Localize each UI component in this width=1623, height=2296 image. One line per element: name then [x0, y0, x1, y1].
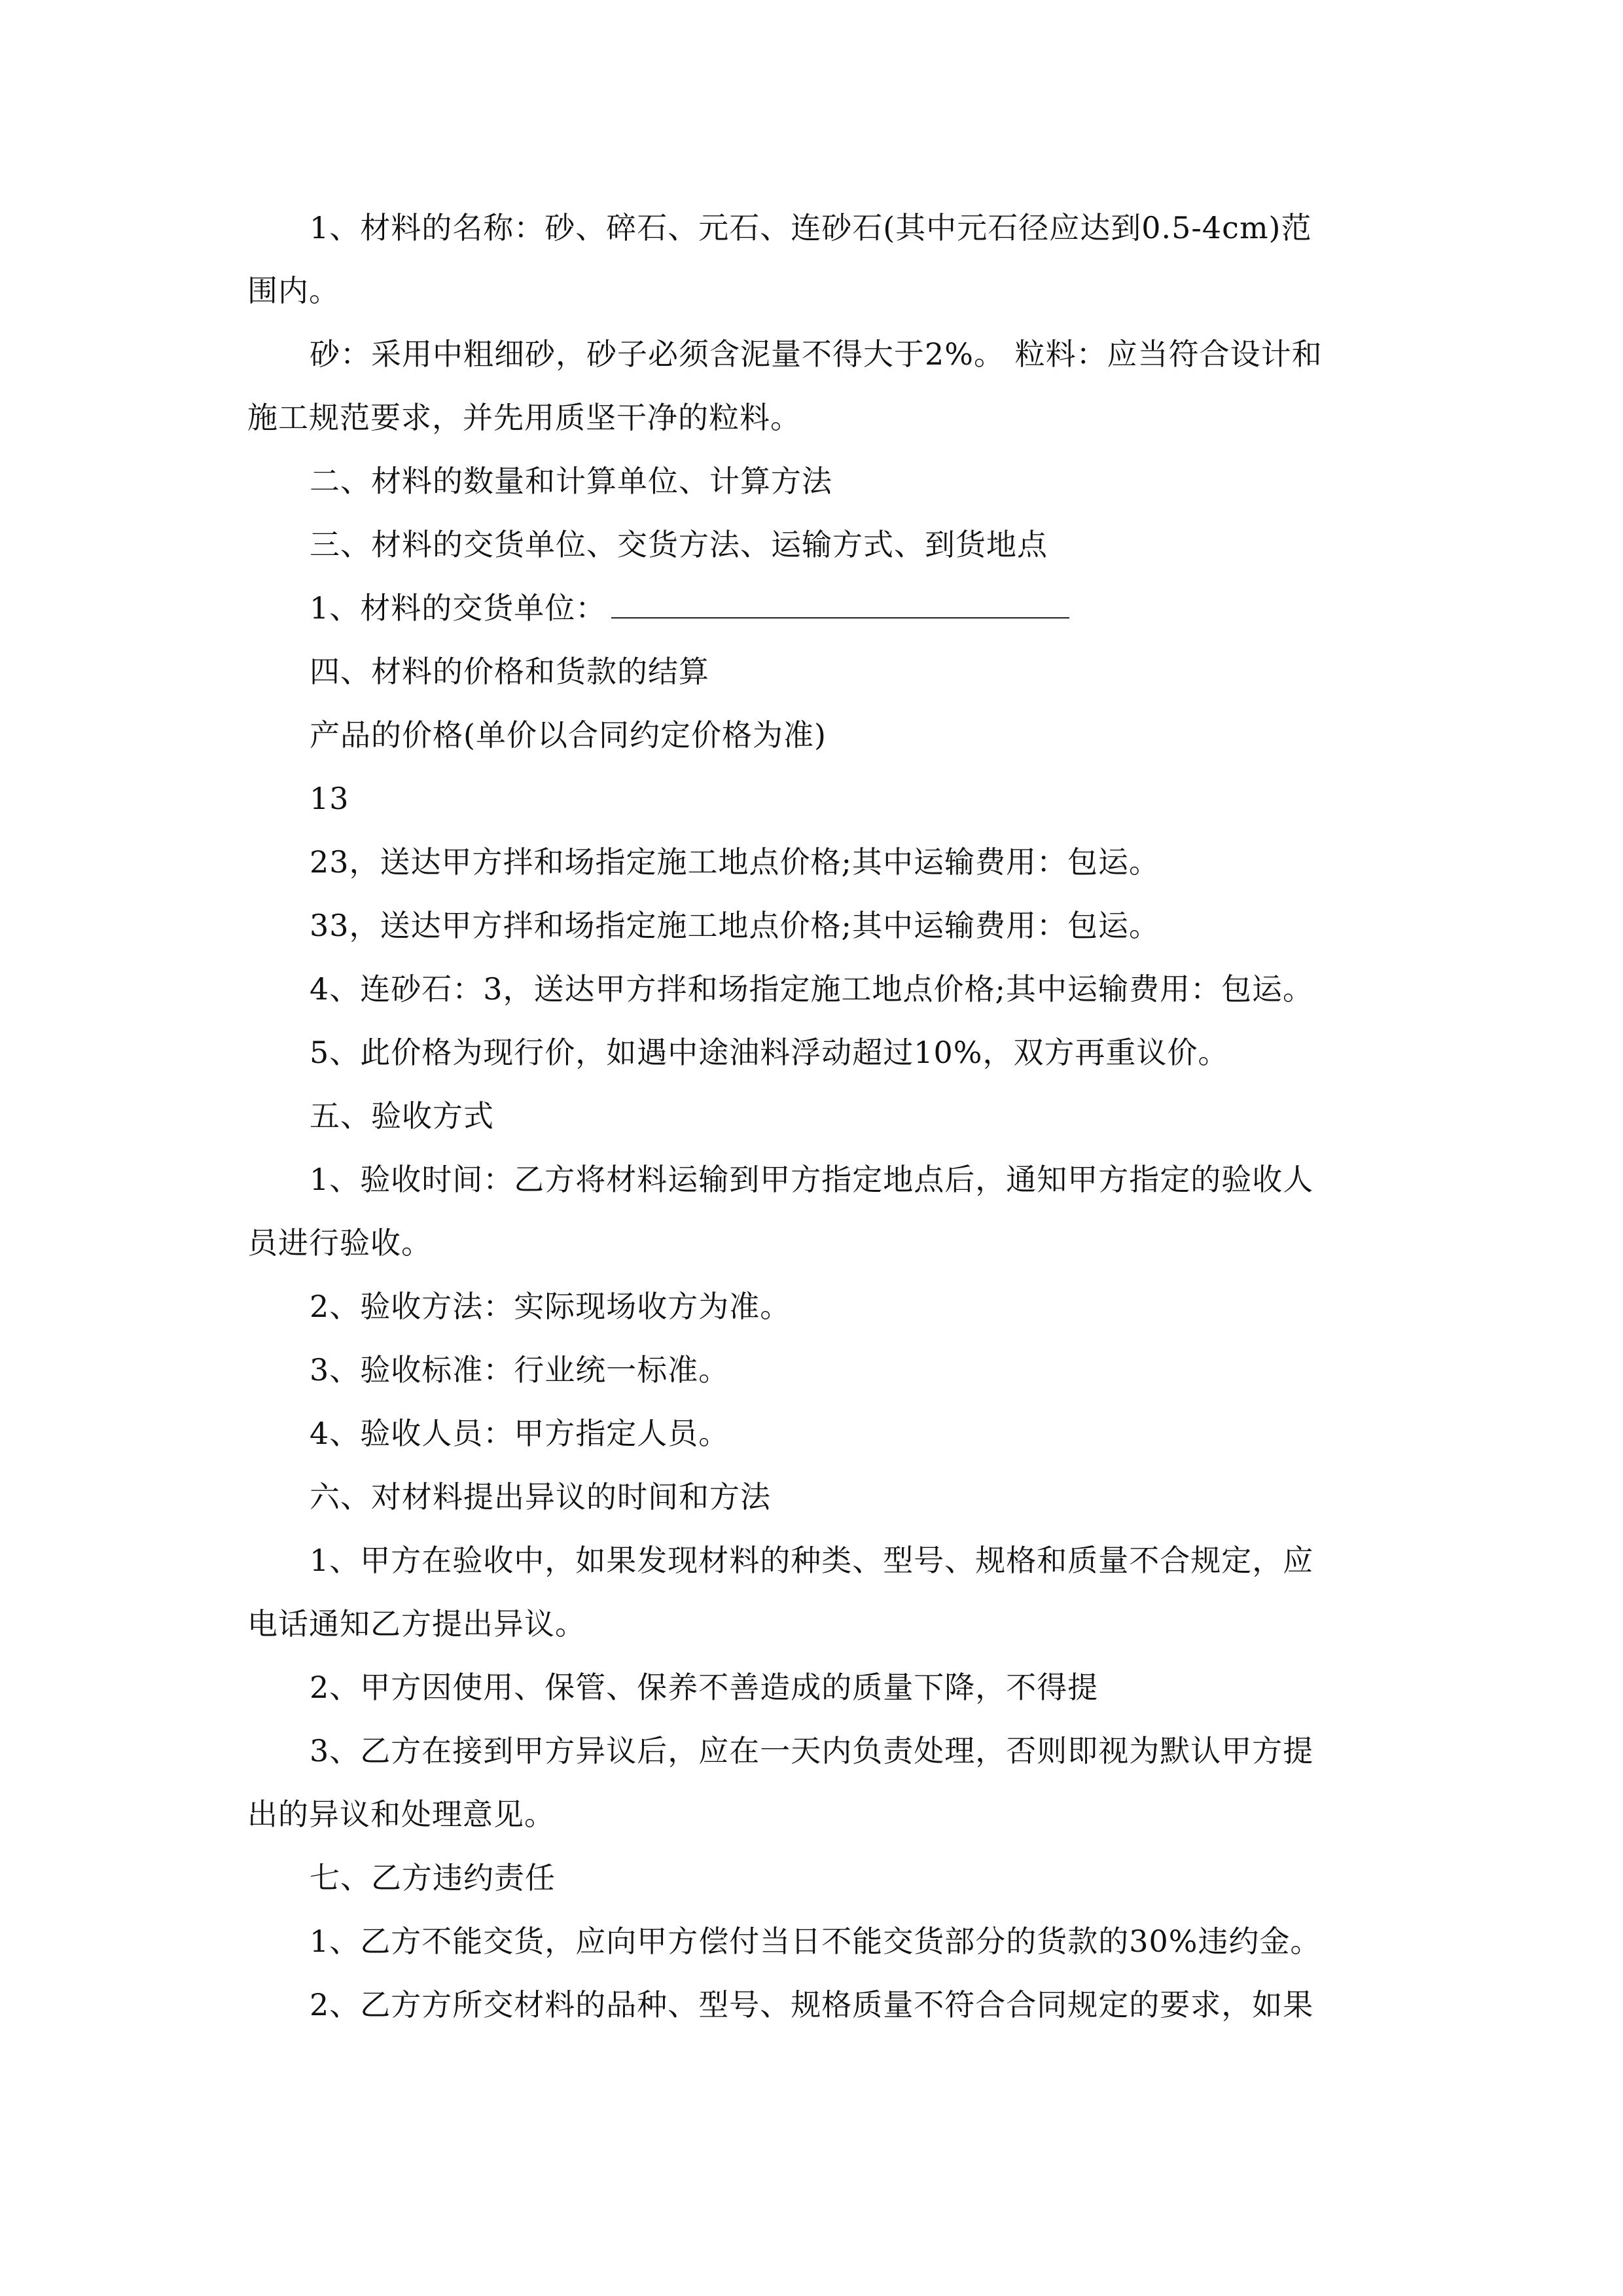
para-price-item-5: 5、此价格为现行价，如遇中途油料浮动超过10%，双方再重议价。 [310, 1035, 1229, 1070]
para-material-name-line-1: 1、材料的名称：砂、碎石、元石、连砂石(其中元石径应达到0.5-4cm)范 [310, 210, 1312, 245]
para-liability-2: 2、乙方方所交材料的品种、型号、规格质量不符合合同规定的要求，如果 [310, 1987, 1314, 2022]
heading-section-5: 五、验收方式 [310, 1098, 494, 1134]
delivery-unit-blank [611, 591, 1069, 619]
para-objection-3-line-2: 出的异议和处理意见。 [247, 1797, 555, 1832]
para-sand-line-1: 砂：采用中粗细砂，砂子必须含泥量不得大于2%。 粒料：应当符合设计和 [310, 336, 1323, 372]
heading-section-3: 三、材料的交货单位、交货方法、运输方式、到货地点 [310, 527, 1048, 562]
para-acceptance-personnel: 4、验收人员：甲方指定人员。 [310, 1416, 730, 1451]
para-sand-line-2: 施工规范要求，并先用质坚干净的粒料。 [247, 400, 801, 435]
para-objection-3-line-1: 3、乙方在接到甲方异议后，应在一天内负责处理，否则即视为默认甲方提 [310, 1733, 1314, 1768]
heading-section-2: 二、材料的数量和计算单位、计算方法 [310, 463, 832, 499]
heading-section-7: 七、乙方违约责任 [310, 1860, 556, 1895]
para-acceptance-method: 2、验收方法：实际现场收方为准。 [310, 1289, 791, 1324]
para-objection-1-line-1: 1、甲方在验收中，如果发现材料的种类、型号、规格和质量不合规定，应 [310, 1543, 1314, 1578]
para-material-name-line-2: 围内。 [247, 273, 340, 308]
para-price-item-1: 13 [310, 781, 349, 816]
para-product-price: 产品的价格(单价以合同约定价格为准) [310, 717, 827, 753]
para-price-item-4: 4、连砂石：3，送达甲方拌和场指定施工地点价格;其中运输费用：包运。 [310, 971, 1314, 1007]
delivery-unit-label: 1、材料的交货单位： [310, 590, 607, 626]
para-price-item-3: 33，送达甲方拌和场指定施工地点价格;其中运输费用：包运。 [310, 908, 1160, 943]
para-acceptance-standard: 3、验收标准：行业统一标准。 [310, 1352, 730, 1388]
heading-section-6: 六、对材料提出异议的时间和方法 [310, 1479, 771, 1515]
para-objection-1-line-2: 电话通知乙方提出异议。 [247, 1606, 586, 1641]
para-price-item-2: 23，送达甲方拌和场指定施工地点价格;其中运输费用：包运。 [310, 844, 1160, 880]
para-liability-1: 1、乙方不能交货，应向甲方偿付当日不能交货部分的货款的30%违约金。 [310, 1924, 1321, 1959]
para-delivery-unit [310, 588, 1383, 628]
para-acceptance-time-line-1: 1、验收时间：乙方将材料运输到甲方指定地点后，通知甲方指定的验收人 [310, 1162, 1314, 1197]
para-acceptance-time-line-2: 员进行验收。 [247, 1225, 432, 1261]
para-objection-2: 2、甲方因使用、保管、保养不善造成的质量下降，不得提 [310, 1670, 1099, 1705]
heading-section-4: 四、材料的价格和货款的结算 [310, 654, 709, 689]
